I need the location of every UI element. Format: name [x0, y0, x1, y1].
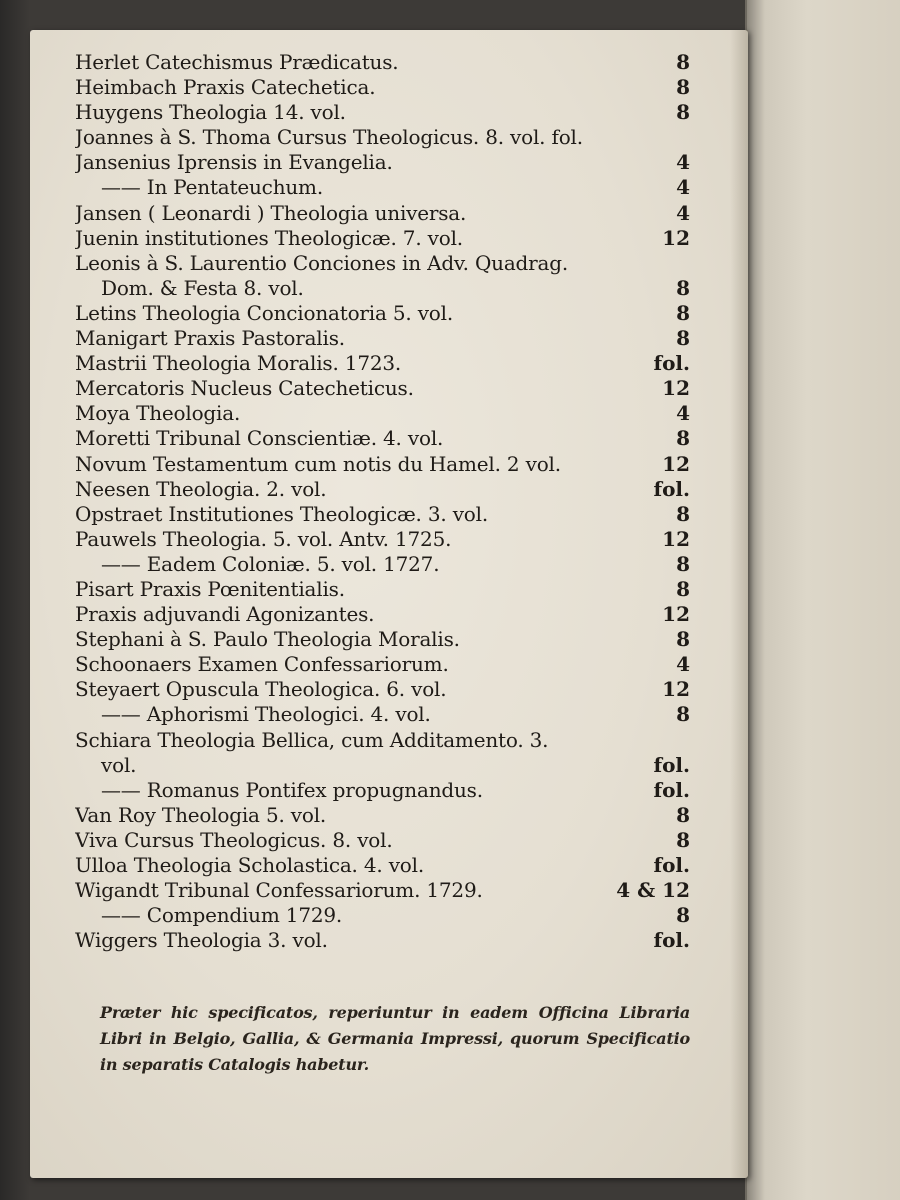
catalogue-entry — [75, 201, 690, 226]
entry-title: Joannes à S. Thoma Cursus Theologicus. 8. vol. fol. — [75, 125, 583, 150]
entry-title: Heimbach Praxis Catechetica. — [75, 75, 376, 100]
entry-title: Leonis à S. Laurentio Conciones in Adv. Quadrag. — [75, 250, 569, 275]
entry-format: 8 — [676, 326, 690, 351]
entry-title: Huygens Theologia 14. vol. — [75, 100, 346, 125]
entry-title: vol. — [101, 752, 137, 777]
entry-title: Wigandt Tribunal Confessariorum. 1729. — [75, 878, 483, 903]
catalogue-entry — [75, 125, 690, 150]
entry-title: Juenin institutiones Theologicæ. 7. vol. — [75, 225, 463, 250]
catalogue-entry — [75, 251, 690, 276]
footnote: Præter hic specificatos, reperiuntur in eadem Officina Libraria Libri in Belgio, Gallia, & Germania Impressi, quorum Specificatio in separatis Catalogis habetur. — [100, 1003, 690, 1074]
entry-format: 8 — [676, 551, 690, 576]
catalogue-entry — [75, 878, 690, 903]
entry-format: fol. — [653, 777, 690, 802]
catalogue-entry — [75, 351, 690, 376]
entry-format: 4 — [676, 652, 690, 677]
entry-title: Stephani à S. Paulo Theologia Moralis. — [75, 627, 460, 652]
entry-format: 8 — [676, 576, 690, 601]
page-shadow-edge — [730, 30, 748, 1178]
catalogue-entry — [75, 527, 690, 552]
entry-title: —— Eadem Coloniæ. 5. vol. 1727. — [101, 551, 440, 576]
catalogue-entry — [75, 401, 690, 426]
catalogue-entry — [75, 778, 690, 803]
entry-title: —— Romanus Pontifex propugnandus. — [101, 777, 483, 802]
catalogue-entry — [75, 853, 690, 878]
entry-format: 4 & 12 — [616, 878, 690, 903]
entry-title: Schoonaers Examen Confessariorum. — [75, 652, 449, 677]
entry-format: 12 — [662, 376, 690, 401]
entry-format: 8 — [676, 75, 690, 100]
entry-title: Herlet Catechismus Prædicatus. — [75, 50, 399, 74]
catalogue-entry — [75, 552, 690, 577]
entry-title: Opstraet Institutiones Theologicæ. 3. vol. — [75, 501, 489, 526]
entry-format: 12 — [662, 451, 690, 476]
catalogue-entry — [75, 677, 690, 702]
entry-title: Pauwels Theologia. 5. vol. Antv. 1725. — [75, 526, 452, 551]
catalogue-entry — [75, 100, 690, 125]
catalogue-entry — [75, 150, 690, 175]
entry-format: 8 — [676, 627, 690, 652]
catalogue-entry — [75, 928, 690, 953]
entry-title: Viva Cursus Theologicus. 8. vol. — [75, 827, 393, 852]
catalogue-entry — [75, 627, 690, 652]
entry-title: Mercatoris Nucleus Catecheticus. — [75, 376, 414, 401]
entry-title: Novum Testamentum cum notis du Hamel. 2 vol. — [75, 451, 561, 476]
entry-title: Moretti Tribunal Conscientiæ. 4. vol. — [75, 426, 444, 451]
catalogue-entry — [75, 753, 690, 778]
entry-format: 4 — [676, 401, 690, 426]
entry-format: 4 — [676, 175, 690, 200]
entry-title: —— In Pentateuchum. — [101, 175, 323, 200]
entry-title: Jansen ( Leonardi ) Theologia universa. — [75, 200, 467, 225]
catalogue-list — [75, 50, 690, 953]
entry-format: 8 — [676, 275, 690, 300]
catalogue-entry — [75, 577, 690, 602]
entry-format: 8 — [676, 426, 690, 451]
catalogue-entry — [75, 803, 690, 828]
catalogue-entry — [75, 276, 690, 301]
catalogue-entry — [75, 452, 690, 477]
entry-format: 8 — [676, 827, 690, 852]
catalogue-entry — [75, 702, 690, 727]
entry-format: fol. — [653, 752, 690, 777]
entry-title: Moya Theologia. — [75, 401, 241, 426]
entry-title: Mastrii Theologia Moralis. 1723. — [75, 351, 402, 376]
entry-title: Pisart Praxis Pœnitentialis. — [75, 576, 345, 601]
entry-format: 12 — [662, 602, 690, 627]
catalogue-entry — [75, 477, 690, 502]
entry-title: Dom. & Festa 8. vol. — [101, 275, 304, 300]
entry-format: 4 — [676, 150, 690, 175]
entry-format: fol. — [653, 476, 690, 501]
entry-title: Letins Theologia Concionatoria 5. vol. — [75, 300, 453, 325]
catalogue-entry — [75, 326, 690, 351]
catalogue-entry — [75, 828, 690, 853]
entry-title: —— Compendium 1729. — [101, 903, 343, 928]
entry-format: 8 — [676, 802, 690, 827]
entry-format: 8 — [676, 50, 690, 74]
entry-title: Ulloa Theologia Scholastica. 4. vol. — [75, 853, 425, 877]
catalogue-entry — [75, 426, 690, 451]
catalogue-entry — [75, 75, 690, 100]
catalogue-entry — [75, 50, 690, 75]
entry-title: Wiggers Theologia 3. vol. — [75, 928, 328, 953]
catalogue-entry — [75, 602, 690, 627]
entry-title: —— Aphorismi Theologici. 4. vol. — [101, 702, 431, 727]
entry-format: 8 — [676, 100, 690, 125]
entry-format: 8 — [676, 903, 690, 928]
catalogue-entry — [75, 301, 690, 326]
entry-title: Neesen Theologia. 2. vol. — [75, 476, 327, 501]
entry-format: fol. — [653, 853, 690, 877]
entry-title: Steyaert Opuscula Theologica. 6. vol. — [75, 677, 447, 702]
facing-page-edge — [745, 0, 900, 1200]
catalogue-entry — [75, 728, 690, 753]
entry-title: Schiara Theologia Bellica, cum Additamento. 3. — [75, 727, 549, 752]
entry-format: 12 — [662, 677, 690, 702]
entry-format: fol. — [653, 351, 690, 376]
entry-format: 8 — [676, 702, 690, 727]
entry-format: 12 — [662, 526, 690, 551]
catalogue-entry — [75, 376, 690, 401]
catalogue-entry — [75, 903, 690, 928]
entry-title: Van Roy Theologia 5. vol. — [75, 802, 327, 827]
catalogue-entry — [75, 226, 690, 251]
entry-format: fol. — [653, 928, 690, 953]
entry-format: 8 — [676, 501, 690, 526]
entry-title: Jansenius Iprensis in Evangelia. — [75, 150, 393, 175]
entry-format: 8 — [676, 300, 690, 325]
entry-title: Praxis adjuvandi Agonizantes. — [75, 602, 375, 627]
catalogue-entry — [75, 502, 690, 527]
entry-format: 4 — [676, 200, 690, 225]
entry-title: Manigart Praxis Pastoralis. — [75, 326, 345, 351]
entry-format: 12 — [662, 225, 690, 250]
catalogue-entry — [75, 175, 690, 200]
catalogue-entry — [75, 652, 690, 677]
